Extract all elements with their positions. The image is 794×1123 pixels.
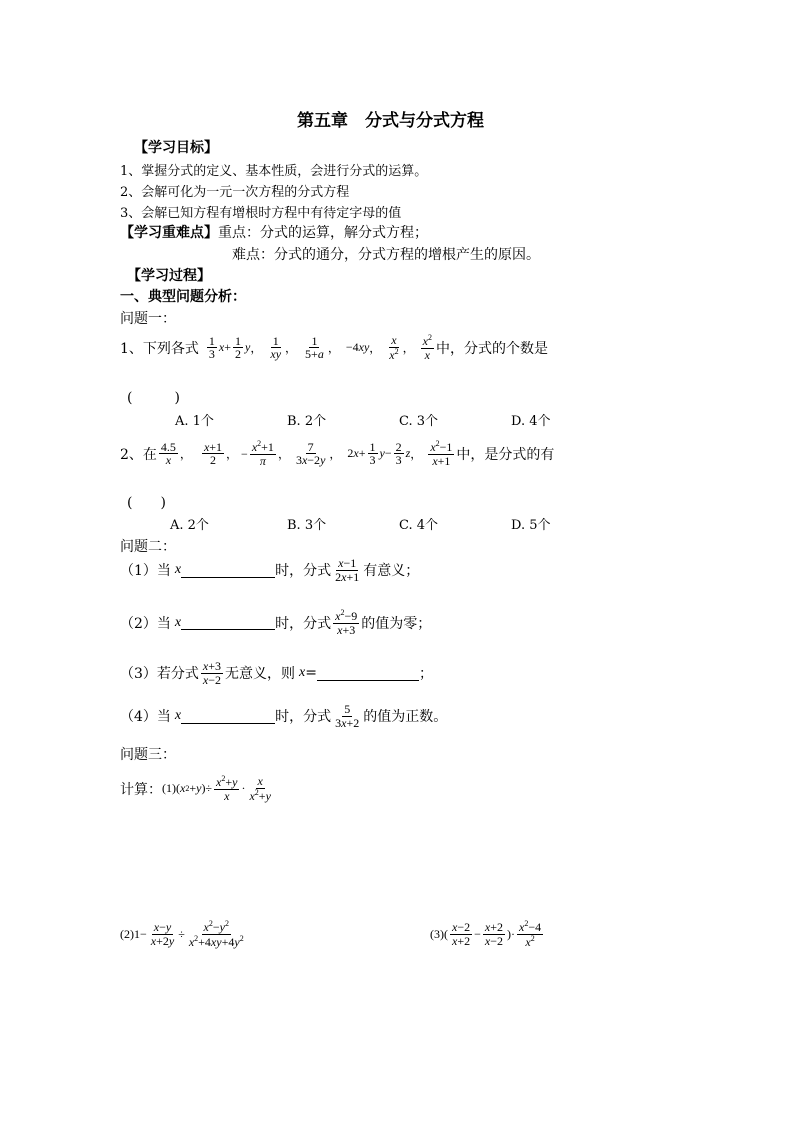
page-title: 第五章 分式与分式方程 xyxy=(297,111,484,131)
answer-blank[interactable] xyxy=(181,709,275,724)
process-heading: 【学习过程】 xyxy=(127,268,211,284)
problem2-label: 问题二： xyxy=(120,539,176,555)
calc-1: 计算： (1) ( x 2 + y )÷ $\frac{x^2+y}{x}$ · $\frac{x}{x^2+y}$ xyxy=(120,774,271,803)
question-1: 1、下列各式 $\frac{1}{3}$ x + $\frac{1}{2}$ y ， $\frac{1}{xy}$ ， $\frac{1}{5+a}$ ， −4xy ， $\frac{x}{x^2}$ ， $\frac{x^2}{x}$ 中，分式的个数是 xyxy=(120,333,548,362)
expr: $\frac{4.5}{x}$ ， $\frac{x+1}{2}$ ， − $\frac{x^2+1}{\pi}$ ， $\frac{7}{3x-2y}$ ， 2x+ $\frac{1}{3}$ y − $\frac{2}{3}$ z ， $\frac{x^2-1}{x+1}$ xyxy=(160,439,453,468)
problem3-label: 问题三： xyxy=(120,747,176,763)
expr: $\frac{1}{3}$ x + $\frac{1}{2}$ y ， $\frac{1}{xy}$ ， $\frac{1}{5+a}$ ， −4xy ， $\frac{x}{x^2}$ ， $\frac{x^2}{x}$ xyxy=(208,333,432,362)
option-c: C. 4个 xyxy=(399,518,439,533)
focus-text: 重点：分式的运算，解分式方程； xyxy=(218,225,428,241)
option-d: D. 4个 xyxy=(511,414,551,429)
problem2-item-3: （3）若分式 $\frac{x+3}{x-2}$ 无意义，则 x = ； xyxy=(120,659,433,687)
option-b: B. 3个 xyxy=(287,518,327,533)
problem2-item-2: （2）当 x 时，分式 $\frac{x^2-9}{x+3}$ 的值为零； xyxy=(120,608,432,637)
answer-blank[interactable] xyxy=(181,563,275,578)
option-d: D. 5个 xyxy=(511,518,551,533)
option-c: C. 3个 xyxy=(399,414,439,429)
section-heading: 一、典型问题分析： xyxy=(120,289,246,305)
objective-item: 2、会解可化为一元一次方程的分式方程 xyxy=(120,185,350,200)
problem1-label: 问题一： xyxy=(120,311,176,327)
answer-blank[interactable] xyxy=(181,615,275,630)
answer-paren: ( ) xyxy=(127,495,166,511)
option-b: B. 2个 xyxy=(287,414,327,429)
problem2-item-4: （4）当 x 时，分式 $\frac{5}{3x+2}$ 的值为正数。 xyxy=(120,702,448,730)
calc-2: (2) 1− $\frac{x-y}{x+2y}$ ÷ $\frac{x^2-y^2}{x^2+4xy+4y^2}$ xyxy=(120,919,244,949)
objective-item: 3、会解已知方程有增根时方程中有待定字母的值 xyxy=(120,206,402,221)
objectives-heading: 【学习目标】 xyxy=(134,140,218,156)
option-a: A. 2个 xyxy=(170,518,209,533)
answer-blank[interactable] xyxy=(317,666,419,681)
calc-3: (3) ( $\frac{x-2}{x+2}$ − $\frac{x+2}{x-2}$ )· $\frac{x^2-4}{x^2}$ xyxy=(430,919,542,949)
option-a: A. 1个 xyxy=(175,414,214,429)
keypoints-heading: 【学习重难点】 xyxy=(120,225,218,241)
problem2-item-1: （1）当 x 时，分式 $\frac{x-1}{2x+1}$ 有意义； xyxy=(120,556,420,584)
difficulty-text: 难点：分式的通分，分式方程的增根产生的原因。 xyxy=(232,247,540,263)
question-2: 2、在 $\frac{4.5}{x}$ ， $\frac{x+1}{2}$ ， − $\frac{x^2+1}{\pi}$ ， $\frac{7}{3x-2y}$ ， 2x+ $\frac{1}{3}$ y − $\frac{2}{3}$ z ， $\frac{x^2-1}{x+1}$ 中，是分式的有 xyxy=(120,439,555,468)
objective-item: 1、掌握分式的定义、基本性质，会进行分式的运算。 xyxy=(120,164,428,179)
answer-paren: ( ) xyxy=(127,390,180,406)
